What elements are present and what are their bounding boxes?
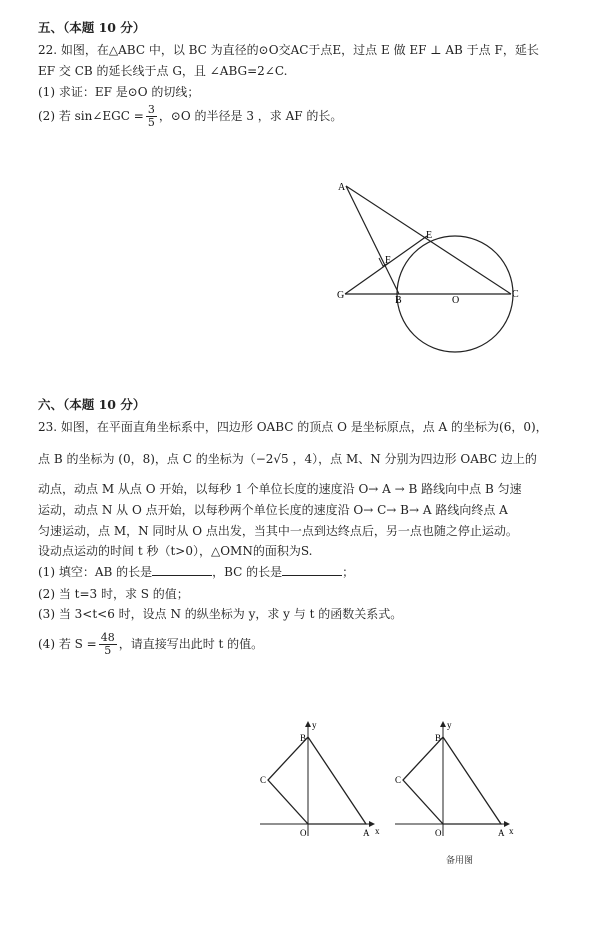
label-b: B	[300, 733, 307, 743]
answer-blank-ab	[152, 564, 212, 576]
spare-figure-caption: 备用图	[446, 856, 474, 866]
label-f: F	[385, 255, 391, 266]
quadrilateral-oabc	[268, 737, 366, 824]
answer-blank-bc	[282, 564, 342, 576]
q23-line5: 匀速运动，点 M，N 同时从 O 点出发，当其中一点到达终点后，另一点也随之停止运动。	[38, 524, 518, 538]
label-o: O	[300, 828, 307, 838]
q23-part2: (2) 当 t=3 时，求 S 的值；	[38, 587, 189, 601]
q23-part1-text-c: ；	[342, 565, 355, 579]
q22-circle-figure	[330, 175, 530, 365]
q23-line1: 23. 如图，在平面直角坐标系中，四边形 OABC 的顶点 O 是坐标原点，点 A 的坐标为(6，0)，	[38, 420, 548, 434]
q23-part1	[38, 564, 354, 580]
q23-line4: 运动，动点 N 从 O 点开始，以每秒两个单位长度的速度沿 O→ C→ B→ A 路线向终点 A	[38, 503, 508, 517]
q22-part2-text-a: (2) 若 sin∠EGC =	[38, 109, 144, 123]
q22-line1: 22. 如图，在△ABC 中，以 BC 为直径的⊙O交AC于点E，过点 E 做 EF ⊥ AB 于点 F，延长	[38, 43, 539, 57]
label-c: C	[512, 289, 519, 300]
label-c: C	[395, 775, 402, 785]
fraction-3-5	[146, 104, 157, 129]
q23-line6: 设动点运动的时间 t 秒（t>0），△OMN的面积为S.	[38, 544, 313, 558]
label-a: A	[338, 182, 346, 193]
q23-part4-text-a: (4) 若 S =	[38, 637, 97, 651]
fraction-denominator: 5	[147, 116, 155, 129]
label-x: x	[375, 826, 380, 836]
label-b: B	[395, 295, 402, 306]
label-x: x	[509, 826, 514, 836]
label-o: O	[435, 828, 442, 838]
label-e: E	[426, 230, 433, 241]
label-g: G	[337, 290, 345, 301]
label-a: A	[363, 828, 370, 838]
q23-part3: (3) 当 3<t<6 时，设点 N 的纵坐标为 y，求 y 与 t 的函数关系式。	[38, 607, 403, 621]
fraction-numerator: 48	[100, 631, 115, 644]
q23-line3: 动点，动点 M 从点 O 开始，以每秒 1 个单位长度的速度沿 O→ A → B 路线向中点 B 匀速	[38, 482, 522, 496]
quadrilateral-oabc	[403, 737, 501, 824]
q22-line2: EF 交 CB 的延长线于点 G，且 ∠ABG=2∠C.	[38, 64, 288, 78]
label-y: y	[312, 720, 317, 730]
q23-part4	[38, 632, 263, 657]
label-o: O	[452, 295, 460, 306]
q22-part1: (1) 求证：EF 是⊙O 的切线；	[38, 85, 200, 99]
fraction-48-5	[99, 632, 117, 657]
fraction-denominator: 5	[104, 644, 112, 657]
section5-heading: 五、（本题 10 分）	[38, 20, 146, 35]
q23-part1-text-a: (1) 填空：AB 的长是	[38, 565, 153, 579]
q23-line2: 点 B 的坐标为 (0，8)，点 C 的坐标为（−2√5 ，4），点 M、N 分别为四边形 OABC 边上的	[38, 452, 537, 466]
label-a: A	[498, 828, 505, 838]
line-ab	[346, 186, 399, 294]
q22-part2-text-b: ，⊙O 的半径是 3 ，求 AF 的长。	[158, 109, 343, 123]
label-y: y	[447, 720, 452, 730]
label-b: B	[435, 733, 442, 743]
q23-figure-spare	[390, 713, 520, 843]
q23-figure-main	[255, 713, 385, 843]
section6-heading: 六、（本题 10 分）	[38, 397, 146, 412]
q22-part2	[38, 104, 342, 129]
label-c: C	[260, 775, 267, 785]
fraction-numerator: 3	[147, 103, 155, 116]
q23-part1-text-b: ，BC 的长是	[212, 565, 283, 579]
q23-part4-text-b: ，请直接写出此时 t 的值。	[118, 637, 264, 651]
